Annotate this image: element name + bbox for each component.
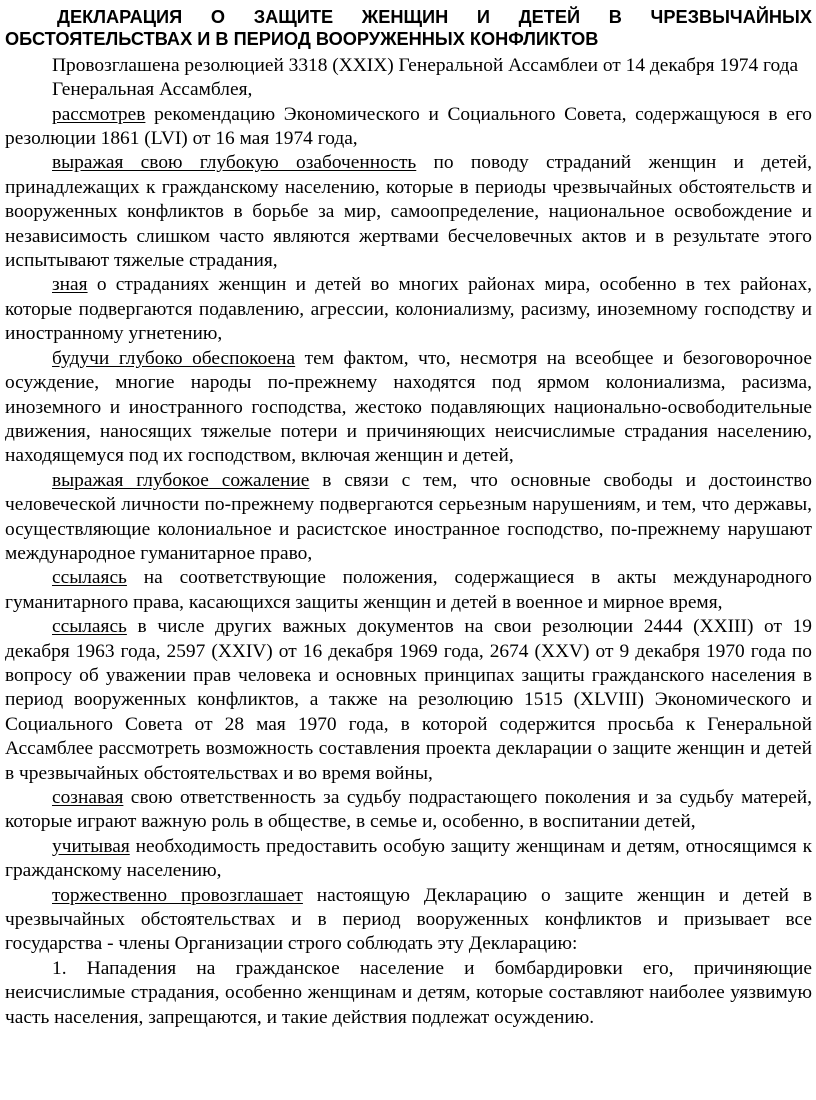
preamble-paragraph-6 (5, 566, 812, 615)
paragraph-lead: выражая свою глубокую озабоченность (52, 152, 417, 174)
paragraph-text: необходимость предоставить особую защиту женщинам и детям, относящимся к гражданскому населению, (5, 835, 812, 882)
preamble-paragraph-5 (5, 469, 812, 567)
paragraph-text: тем фактом, что, несмотря на всеобщее и безоговорочное осуждение, многие народы по-прежнему находятся под ярмом колониализма, расизма, иноземного и иностранного господства, жестоко подавляющих национально-освободительные движения, наносящих тяжелые потери и причиняющих неисчислимые страдания населению, находящемуся под их господством, включая женщин и детей, (5, 347, 813, 467)
paragraph-text: по поводу страданий женщин и детей, принадлежащих к гражданскому населению, которые в периоды чрезвычайных обстоятельств и вооруженных конфликтов в борьбе за мир, самоопределение, национальное освобождение и независимость слишком часто являются жертвами бесчеловечных актов и в результате этого испытывают тяжелые страдания, (5, 152, 812, 272)
paragraph-text: на соответствующие положения, содержащиеся в акты международного гуманитарного права, касающихся защиты женщин и детей в военное и мирное время, (5, 567, 812, 613)
paragraph-lead: учитывая (52, 835, 130, 857)
document-title (5, 6, 812, 51)
preamble-paragraph-2 (5, 151, 812, 273)
proclamation-note: Провозглашена резолюцией 3318 (XXIX) Генеральной Ассамблеи от 14 декабря 1974 года (52, 54, 799, 76)
preamble-paragraph-1 (5, 103, 812, 152)
paragraph-text: настоящую Декларацию о защите женщин и детей в чрезвычайных обстоятельствах и в период вооруженных конфликтов и призывает все государства - члены Организации строго соблюдать эту Декларацию: (5, 884, 812, 955)
title-line-1: ДЕКЛАРАЦИЯ О ЗАЩИТЕ ЖЕНЩИН И ДЕТЕЙ В ЧРЕЗВЫЧАЙНЫХ (57, 7, 812, 27)
paragraph-lead: ссылаясь (52, 567, 127, 589)
preamble-paragraph-4 (5, 347, 812, 469)
paragraph-lead: сознавая (52, 787, 124, 808)
paragraph-lead: зная (52, 274, 88, 296)
title-line-2: ОБСТОЯТЕЛЬСТВАХ И В ПЕРИОД ВООРУЖЕННЫХ КОНФЛИКТОВ (5, 29, 599, 50)
preamble-paragraph-9 (5, 835, 812, 884)
paragraph-lead: рассмотрев (52, 103, 146, 125)
paragraph-lead: будучи глубоко обеспокоена (52, 347, 296, 369)
article-1: 1. Нападения на гражданское население и бомбардировки его, причиняющие неисчислимые страдания, особенно женщинам и детям, которые составляют наиболее уязвимую часть населения, запрещаются, и такие действия подлежат осуждению. (5, 957, 812, 1028)
paragraph-text: рекомендацию Экономического и Социального Совета, содержащуюся в его резолюции 1861 (LVI) от 16 мая 1974 года, (5, 103, 812, 150)
paragraph-text: свою ответственность за судьбу подрастающего поколения и за судьбу матерей, которые играют важную роль в обществе, в семье и, особенно, в воспитании детей, (5, 787, 812, 833)
preamble-paragraph-10 (5, 884, 812, 957)
preamble-paragraph-7 (5, 615, 812, 786)
paragraph-lead: выражая глубокое сожаление (52, 469, 310, 491)
paragraph-lead: ссылаясь (52, 616, 127, 638)
paragraph-text: о страданиях женщин и детей во многих районах мира, особенно в тех районах, которые подвергаются подавлению, агрессии, колониализму, расизму, иноземному господству и иностранному угнетению, (5, 274, 812, 345)
preamble-paragraph-8 (5, 786, 812, 835)
assembly-heading: Генеральная Ассамблея, (52, 79, 253, 101)
paragraph-lead: торжественно провозглашает (52, 884, 303, 906)
paragraph-text: в связи с тем, что основные свободы и достоинство человеческой личности по-прежнему подвергаются серьезным нарушениям, и тем, что державы, осуществляющие колониальное и расистское иностранное господство, по-прежнему нарушают международное гуманитарное право, (5, 469, 812, 564)
paragraph-text: в числе других важных документов на свои резолюции 2444 (XXIII) от 19 декабря 1963 года, 2597 (XXIV) от 16 декабря 1969 года, 2674 (XXV) от 9 декабря 1970 года по вопросу об уважении прав человека и основных принципах защиты гражданского населения в период вооруженных конфликтов, а также на резолюцию 1515 (XLVIII) Экономического и Социального Совета от 28 мая 1970 года, в которой содержится просьба к Генеральной Ассамблее рассмотреть возможность составления проекта декларации о защите женщин и детей в чрезвычайных обстоятельствах и во время войны, (5, 616, 812, 784)
preamble-paragraph-3 (5, 273, 812, 346)
